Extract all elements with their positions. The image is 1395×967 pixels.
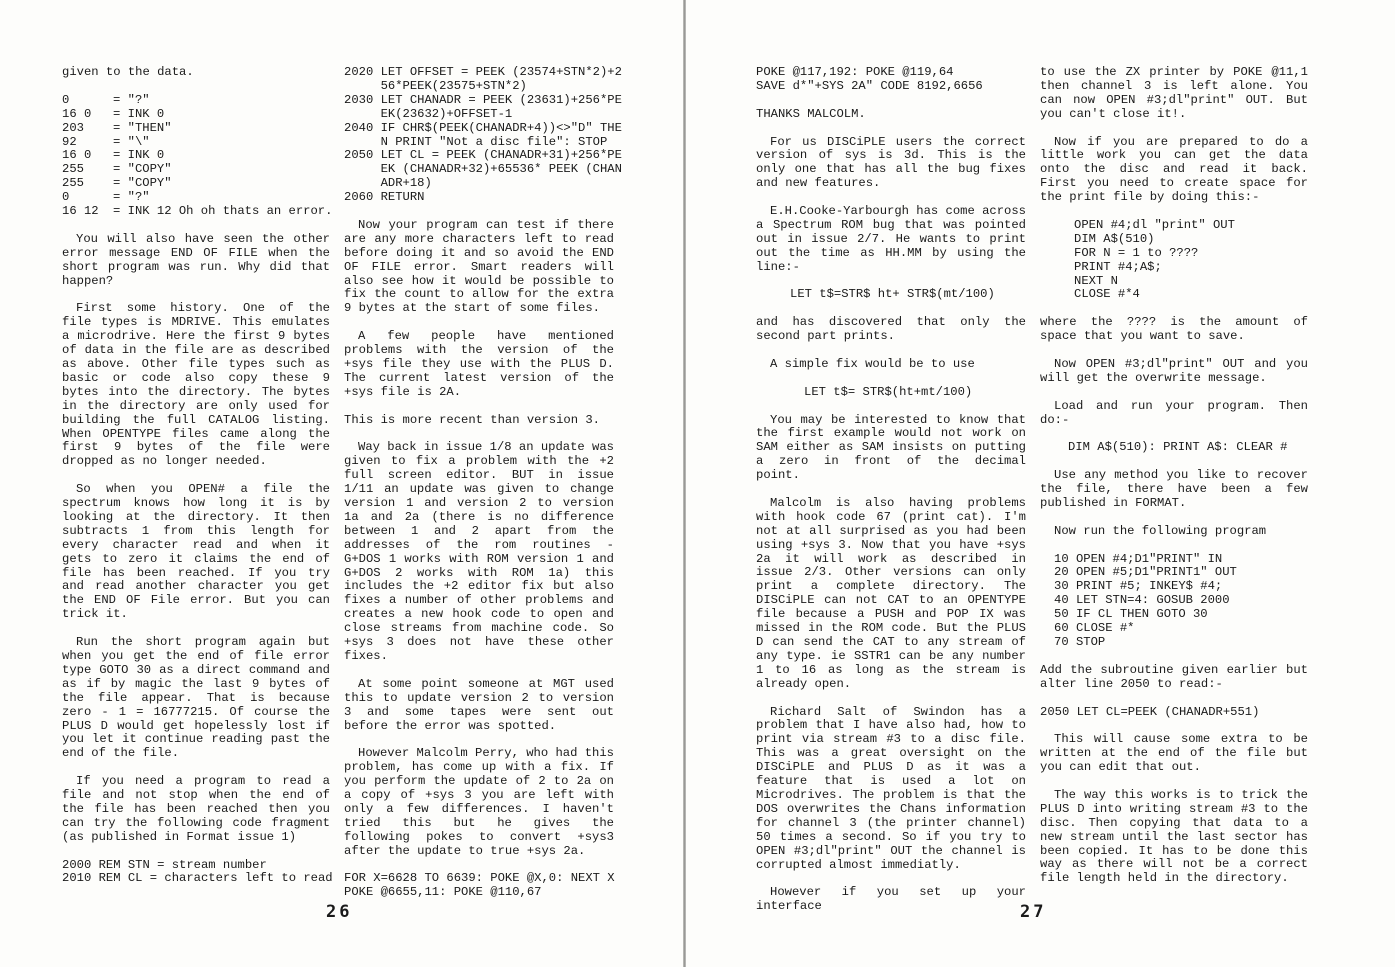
code-line: 40 LET STN=4: GOSUB 2000	[1054, 593, 1230, 608]
code-line: 50 IF CL THEN GOTO 30	[1054, 607, 1208, 622]
thanks-line: THANKS MALCOLM.	[756, 106, 866, 121]
code-table-row	[62, 94, 330, 108]
paragraph: For us DISCiPLE users the correct version of sys is 3d. This is the only one that has all the bug fixes and new features.	[756, 134, 1026, 191]
code-line: 70 STOP	[1054, 635, 1106, 650]
code-line: 2010 REM CL = characters left to read	[62, 871, 333, 886]
code-line: 2000 REM STN = stream number	[62, 857, 267, 872]
code-line: PRINT #4;A$;	[1074, 259, 1162, 274]
left-column-2	[344, 65, 622, 900]
code-line: EK(23632)+OFFSET-1	[344, 106, 513, 121]
code-line: SAVE d*"+SYS 2A" CODE 8192,6656	[756, 78, 983, 93]
table-value: = INK 0	[113, 148, 165, 163]
table-code: 92	[62, 134, 77, 149]
paragraph: Now run the following program	[1054, 523, 1267, 538]
code-line: LET t$=STR$ ht+ STR$(mt/100)	[790, 287, 995, 302]
code-line: 2050 LET CL = PEEK (CHANADR+31)+256*PE	[344, 148, 622, 163]
code-line: 10 OPEN #4;D1"PRINT" IN	[1054, 551, 1223, 566]
paragraph: However if you set up your interface	[756, 885, 1026, 914]
paragraph: The way this works is to trick the PLUS D into writing stream #3 to the disc. Then copying that data to a new stream until the last sector has been copied. It has to be done this way as there will not be a correct file length held in the directory.	[1040, 787, 1308, 886]
code-block	[1040, 553, 1308, 650]
table-value: = "?"	[113, 92, 150, 107]
code-line: DIM A$(510)	[1074, 231, 1155, 246]
table-code: 16 12	[62, 204, 99, 219]
paragraph: where the ???? is the amount of space that you want to save.	[1040, 315, 1308, 344]
paragraph: Use any method you like to recover the file, there have been a few published in FORMAT.	[1040, 468, 1308, 510]
paragraph: However Malcolm Perry, who had this problem, has come up with a fix. If you perform the update of 2 to 2a on a copy of +sys 3 you are left with only a few differences. I haven't tried this but he gives the following pokes to convert +sys3 after the update to true +sys 2a.	[344, 746, 614, 858]
left-page	[0, 0, 683, 967]
table-value: = "\"	[113, 134, 150, 149]
paragraph: A few people have mentioned problems with the version of the +sys file they use with the PLUS D. The current latest version of the +sys file is 2A.	[344, 329, 614, 399]
code-block	[1040, 219, 1308, 302]
code-table-row	[62, 204, 333, 219]
paragraph: to use the ZX printer by POKE @11,1 then channel 3 is left alone. You can now OPEN #3;dl"print" OUT. But you can't close it!.	[1040, 65, 1308, 121]
code-line: 20 OPEN #5;D1"PRINT1" OUT	[1054, 565, 1237, 580]
code-table-row	[62, 108, 330, 122]
code-line: 60 CLOSE #*	[1054, 621, 1135, 636]
code-line: LET t$= STR$(ht+mt/100)	[804, 384, 973, 399]
paragraph: Now if you are prepared to do a little work you can get the data onto the disc and read it back. First you need to create space for the print file by doing this:-	[1040, 134, 1308, 205]
paragraph: A simple fix would be to use	[770, 356, 975, 371]
table-code: 16 0	[62, 106, 92, 121]
left-column-1	[62, 65, 333, 886]
code-line: DIM A$(510): PRINT A$: CLEAR #	[1068, 440, 1288, 455]
paragraph: Run the short program again but when you get the end of file error type GOTO 30 as a direct command and as if by magic the last 9 bytes of the file appear. That is because zero - 1 = 16777215. Of course the PLUS D would get hopelessly lost if you let it continue reading past the end of the file.	[62, 635, 330, 761]
code-line: OPEN #4;dl "print" OUT	[1074, 217, 1235, 232]
paragraph: So when you OPEN# a file the spectrum knows how long it is by looking at the directory. It then subtracts 1 from this length for every character read and when it gets to zero it claims the end of file has been reached. If you try and read another character you get the END OF File error. But you can trick it.	[62, 482, 330, 622]
code-table-row	[62, 163, 330, 177]
code-table-row	[62, 122, 330, 136]
table-code: 255	[62, 162, 84, 177]
table-value: = INK 12 Oh oh thats an error.	[113, 204, 333, 219]
paragraph: Now your program can test if there are any more characters left to read before doing it and so avoid the END OF FILE error. Smart readers will also see how it would be possible to fix the count to allow for the extra 9 bytes at the start of some files.	[344, 217, 614, 316]
table-value: = INK 0	[113, 106, 165, 121]
table-code: 16 0	[62, 148, 92, 163]
paragraph: Malcolm is also having problems with hook code 67 (print cat). I'm not at all surprised as you had been using +sys 3. Now that you have +sys 2a it will work as described in issue 2/3. Other versions can only print a complete directory. The DISCiPLE can not CAT to an OPENTYPE file because a PUSH and POP IX was missed in the ROM code. But the PLUS D can send the CAT to any stream of any type. ie SSTR1 can be any number 1 to 16 as long as the stream is already open.	[756, 495, 1026, 691]
code-table-row	[62, 149, 330, 163]
paragraph: Way back in issue 1/8 an update was given to fix a problem with the +2 full screen editor. BUT in issue 1/11 an update was given to change version 1 and version 2 to version 1a and 2a (there is no difference between 1 and 2 apart from the addresses of the rom routines - G+DOS 1 works with ROM version 1 and G+DOS 2 works with ROM 1a) this includes the +2 editor fix but also fixes a number of other problems and creates a new hook code to open and close streams from machine code. So +sys 3 does not have these other fixes.	[344, 440, 614, 663]
code-line: FOR X=6628 TO 6639: POKE @X,0: NEXT X	[344, 871, 615, 886]
paragraph: Load and run your program. Then do:-	[1040, 398, 1308, 427]
table-code: 203	[62, 120, 84, 135]
right-page	[686, 0, 1395, 967]
code-line: CLOSE #*4	[1074, 287, 1140, 302]
table-value: = "THEN"	[113, 120, 172, 135]
code-table-row	[62, 191, 330, 205]
table-code: 0	[62, 92, 70, 107]
code-line: 30 PRINT #5; INKEY$ #4;	[1054, 579, 1223, 594]
table-value: = "?"	[113, 190, 150, 205]
right-column-1	[756, 66, 1026, 928]
code-table-row	[62, 136, 330, 150]
paragraph: This is more recent than version 3.	[344, 412, 600, 427]
code-line: FOR N = 1 to ????	[1074, 245, 1199, 260]
paragraph: and has discovered that only the second part prints.	[756, 315, 1026, 344]
paragraph: Now OPEN #3;dl"print" OUT and you will get the overwrite message.	[1040, 356, 1308, 385]
page-number: 26	[326, 902, 353, 922]
table-value: = "COPY"	[113, 176, 172, 191]
paragraph: If you need a program to read a file and not stop when the end of the file has been reached then you can try the following code fragment (as published in Format issue 1)	[62, 774, 330, 844]
code-line: N PRINT "Not a disc file": STOP	[344, 134, 608, 149]
paragraph: E.H.Cooke-Yarbourgh has come across a Spectrum ROM bug that was pointed out in issue 2/7. He wants to print out the time as HH.MM by using the line:-	[756, 204, 1026, 274]
code-table-row	[62, 177, 330, 191]
code-line: POKE @117,192: POKE @119,64	[756, 65, 954, 79]
code-line: EK (CHANADR+32)+65536* PEEK (CHAN	[344, 162, 622, 177]
table-code: 0	[62, 190, 70, 205]
paragraph: This will cause some extra to be written at the end of the file but you can edit that out.	[1040, 732, 1308, 775]
paragraph: First some history. One of the file types is MDRIVE. This emulates a microdrive. Here the first 9 bytes of data in the file are as described as above. Other file types such as basic or code also copy these 9 bytes into the directory. The bytes in the directory are only used for building the full CATALOG listing. When OPENTYPE files came along the first 9 bytes of the file were dropped as no longer needed.	[62, 301, 330, 469]
paragraph: At some point someone at MGT used this to update version 2 to version 3 and some tapes were sent out before the error was spotted.	[344, 676, 614, 733]
intro-text: given to the data.	[62, 65, 194, 79]
code-table	[62, 92, 333, 219]
paragraph: Add the subroutine given earlier but alter line 2050 to read:-	[1040, 662, 1308, 691]
code-line: 56*PEEK(23575+STN*2)	[344, 78, 527, 93]
code-block	[62, 857, 333, 887]
code-line: 2060 RETURN	[344, 190, 425, 205]
page-number: 27	[1020, 902, 1047, 922]
paragraph: You will also have seen the other error message END OF FILE when the short program was run. Why did that happen?	[62, 231, 330, 288]
table-code: 255	[62, 176, 84, 191]
code-line: 2020 LET OFFSET = PEEK (23574+STN*2)+2	[344, 65, 622, 79]
paragraph: You may be interested to know that the first example would not work on SAM either as SAM insists on putting a zero in front of the decimal point.	[756, 412, 1026, 483]
code-block	[344, 65, 622, 205]
code-block	[756, 66, 1026, 94]
code-line: POKE @6655,11: POKE @110,67	[344, 885, 542, 900]
code-line: 2050 LET CL=PEEK (CHANADR+551)	[1040, 704, 1260, 719]
paragraph: Richard Salt of Swindon has a problem that I have also had, how to print via stream #3 to a disc file. This was a great oversight on the DISCiPLE and PLUS D as it was a feature that is used a lot on Microdrives. The problem is that the DOS overwrites the Chans information for channel 3 (the printer channel) 50 times a second. So if you try to OPEN #3;dl"print" OUT the channel is corrupted almost immediatly.	[756, 704, 1026, 872]
code-line: 2030 LET CHANADR = PEEK (23631)+256*PE	[344, 92, 622, 107]
code-line: NEXT N	[1074, 273, 1118, 288]
code-line: 2040 IF CHR$(PEEK(CHANADR+4))<>"D" THE	[344, 120, 622, 135]
table-value: = "COPY"	[113, 162, 172, 177]
right-column-2	[1040, 66, 1308, 900]
code-block	[344, 872, 614, 900]
code-line: ADR+18)	[344, 176, 432, 191]
